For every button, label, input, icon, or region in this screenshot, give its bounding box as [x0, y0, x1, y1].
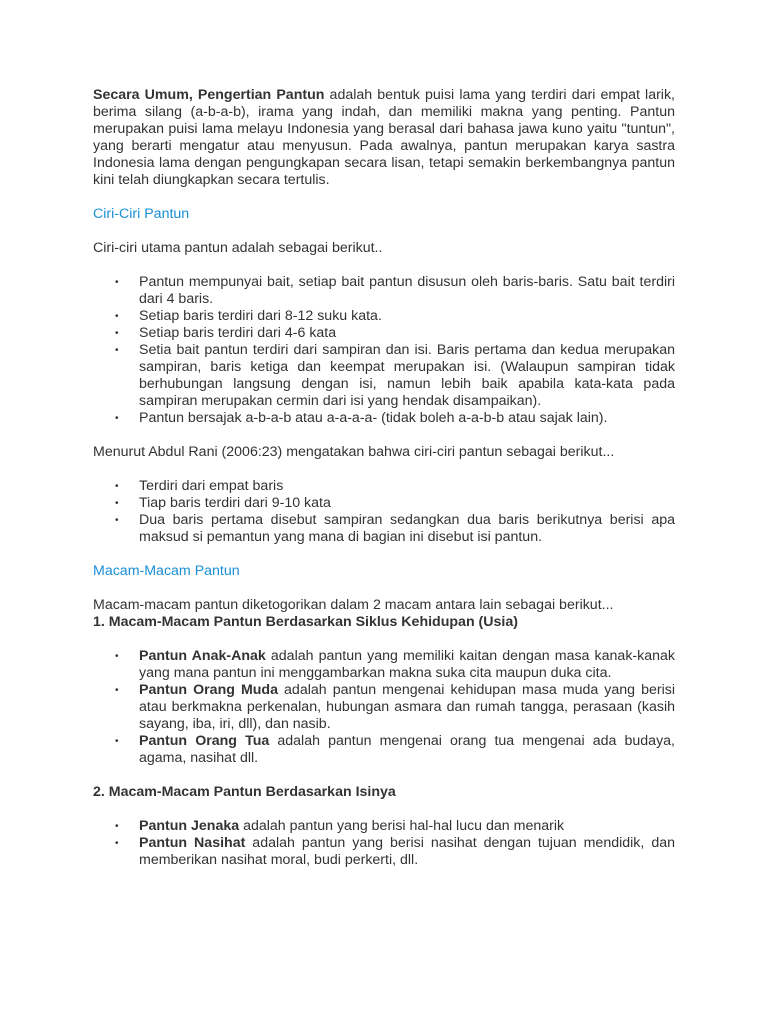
- term-bold: Pantun Anak-Anak: [139, 648, 266, 664]
- bullet-icon: •: [115, 481, 119, 492]
- list-item-text: Pantun bersajak a-b-a-b atau a-a-a-a- (tidak boleh a-a-b-b atau sajak lain).: [139, 410, 608, 426]
- list-item: [93, 478, 675, 495]
- list-item-text: Terdiri dari empat baris: [139, 478, 284, 494]
- intro-paragraph: [93, 87, 675, 189]
- document-page: [93, 79, 675, 869]
- list-item: [93, 325, 675, 342]
- bullet-icon: •: [115, 685, 119, 696]
- section1-lead2: Menurut Abdul Rani (2006:23) mengatakan bahwa ciri-ciri pantun sebagai berikut...: [93, 444, 615, 460]
- term-text: adalah pantun yang berisi hal-hal lucu dan menarik: [239, 818, 565, 834]
- list-item-text: Pantun mempunyai bait, setiap bait pantun disusun oleh baris-baris. Satu bait terdiri dari 4 baris.: [139, 274, 675, 307]
- term-bold: Pantun Jenaka: [139, 818, 240, 834]
- ciri-list-abdul-rani: [93, 478, 675, 546]
- term-bold: Pantun Orang Muda: [139, 682, 278, 698]
- bullet-icon: •: [115, 413, 119, 424]
- intro-bold-term: Secara Umum, Pengertian Pantun: [93, 87, 325, 103]
- bullet-icon: •: [115, 821, 119, 832]
- term-bold: Pantun Orang Tua: [139, 733, 270, 749]
- pantun-isi-list: [93, 818, 675, 869]
- section-heading-macam: Macam-Macam Pantun: [93, 563, 240, 579]
- list-item-text: Setia bait pantun terdiri dari sampiran dan isi. Baris pertama dan kedua merupakan sampiran, baris ketiga dan keempat merupakan isi. (Walaupun sampiran tidak berhubungan langsung dengan isi, namun lebih baik apabila kata-kata pada sampiran merupakan cermin dari isi yang hendak disampaikan).: [139, 342, 675, 409]
- bullet-icon: •: [115, 311, 119, 322]
- term-text: adalah pantun mengenai orang tua mengenai ada budaya, agama, nasihat dll.: [139, 733, 675, 766]
- bullet-icon: •: [115, 651, 119, 662]
- pantun-usia-list: [93, 648, 675, 767]
- list-item: [93, 308, 675, 325]
- term-bold: Pantun Nasihat: [139, 835, 246, 851]
- term-text: adalah pantun mengenai kehidupan masa muda yang berisi atau berkmakna perkenalan, hubungan asmara dan rumah tangga, perasaan (kasih sayang, iba, iri, dll), dan nasib.: [139, 682, 675, 732]
- section-heading-ciri: Ciri-Ciri Pantun: [93, 206, 190, 222]
- term-text: adalah pantun yang berisi nasihat dengan tujuan mendidik, dan memberikan nasihat moral, budi perkerti, dll.: [139, 835, 675, 868]
- subheading-isi: 2. Macam-Macam Pantun Berdasarkan Isinya: [93, 784, 396, 800]
- list-item: [93, 342, 675, 410]
- bullet-icon: •: [115, 736, 119, 747]
- bullet-icon: •: [115, 328, 119, 339]
- bullet-icon: •: [115, 345, 119, 356]
- list-item: [93, 682, 675, 733]
- list-item-text: Setiap baris terdiri dari 8-12 suku kata.: [139, 308, 382, 324]
- list-item-text: Dua baris pertama disebut sampiran sedangkan dua baris berikutnya berisi apa maksud si pemantun yang mana di bagian ini disebut isi pantun.: [139, 512, 675, 545]
- subheading-usia: 1. Macam-Macam Pantun Berdasarkan Siklus Kehidupan (Usia): [93, 614, 518, 630]
- bullet-icon: •: [115, 515, 119, 526]
- list-item: [93, 512, 675, 546]
- list-item: [93, 733, 675, 767]
- list-item: [93, 835, 675, 869]
- bullet-icon: •: [115, 838, 119, 849]
- list-item: [93, 495, 675, 512]
- bullet-icon: •: [115, 498, 119, 509]
- list-item-text: Tiap baris terdiri dari 9-10 kata: [139, 495, 331, 511]
- ciri-list: [93, 274, 675, 427]
- list-item: [93, 818, 675, 835]
- list-item: [93, 648, 675, 682]
- list-item-text: Setiap baris terdiri dari 4-6 kata: [139, 325, 337, 341]
- list-item: [93, 274, 675, 308]
- bullet-icon: •: [115, 277, 119, 288]
- section1-lead: Ciri-ciri utama pantun adalah sebagai berikut..: [93, 240, 383, 256]
- list-item: [93, 410, 675, 427]
- intro-text: adalah bentuk puisi lama yang terdiri dari empat larik, berima silang (a-b-a-b), irama yang indah, dan memiliki makna yang penting. Pantun merupakan puisi lama melayu Indonesia yang berasal dari bahasa jawa kuno yaitu "tuntun", yang berarti mengatur atau menyusun. Pada awalnya, pantun merupakan karya sastra Indonesia lama dengan pengungkapan secara lisan, tetapi semakin berkembangnya pantun kini telah diungkapkan secara tertulis.: [93, 87, 675, 188]
- term-text: adalah pantun yang memiliki kaitan dengan masa kanak-kanak yang mana pantun ini menggambarkan makna suka cita maupun duka cita.: [139, 648, 675, 681]
- section2-lead: Macam-macam pantun diketogorikan dalam 2 macam antara lain sebagai berikut...: [93, 597, 614, 613]
